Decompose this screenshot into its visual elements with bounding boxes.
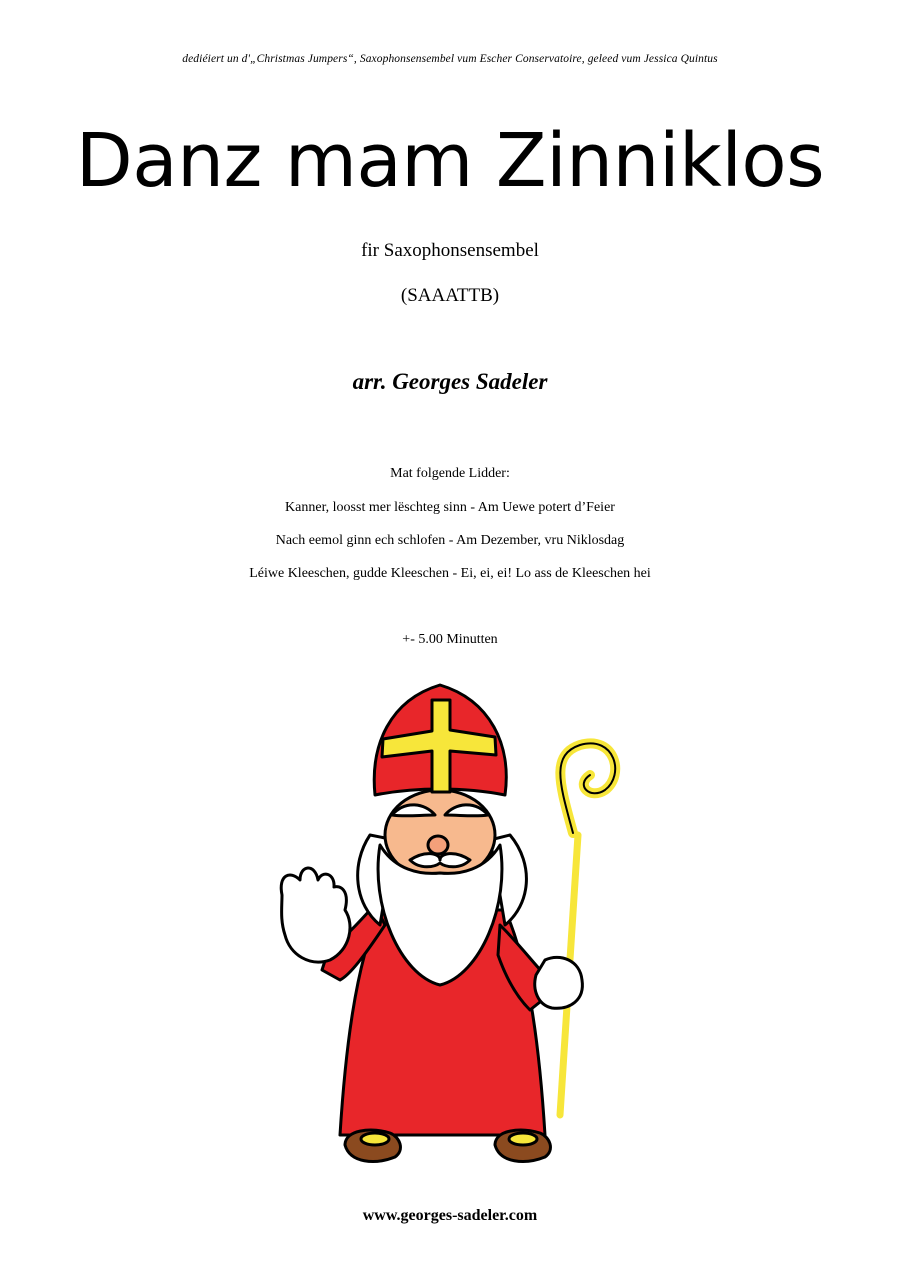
website-link[interactable]: www.georges-sadeler.com xyxy=(362,1207,538,1224)
song-line: Nach eemol ginn ech schlofen - Am Dezember, vru Niklosdag xyxy=(275,533,625,548)
arranger-credit: arr. Georges Sadeler xyxy=(352,369,548,394)
page-title: Danz mam Zinniklos xyxy=(75,118,825,204)
song-line: Kanner, loosst mer lëschteg sinn - Am Uewe potert d’Feier xyxy=(285,500,615,515)
saint-nicholas-illustration-icon xyxy=(260,675,640,1180)
songs-heading: Mat folgende Lidder: xyxy=(390,466,510,481)
duration: +- 5.00 Minutten xyxy=(402,632,498,647)
dedication-line: dediéiert un d'„Christmas Jumpers“, Saxophonsensembel vum Escher Conservatoire, geleed vum Jessica Quintus xyxy=(182,53,718,65)
voicing: (SAAATTB) xyxy=(400,285,500,306)
subtitle: fir Saxophonsensembel xyxy=(361,240,539,261)
song-line: Léiwe Kleeschen, gudde Kleeschen - Ei, ei, ei! Lo ass de Kleeschen hei xyxy=(249,566,651,581)
